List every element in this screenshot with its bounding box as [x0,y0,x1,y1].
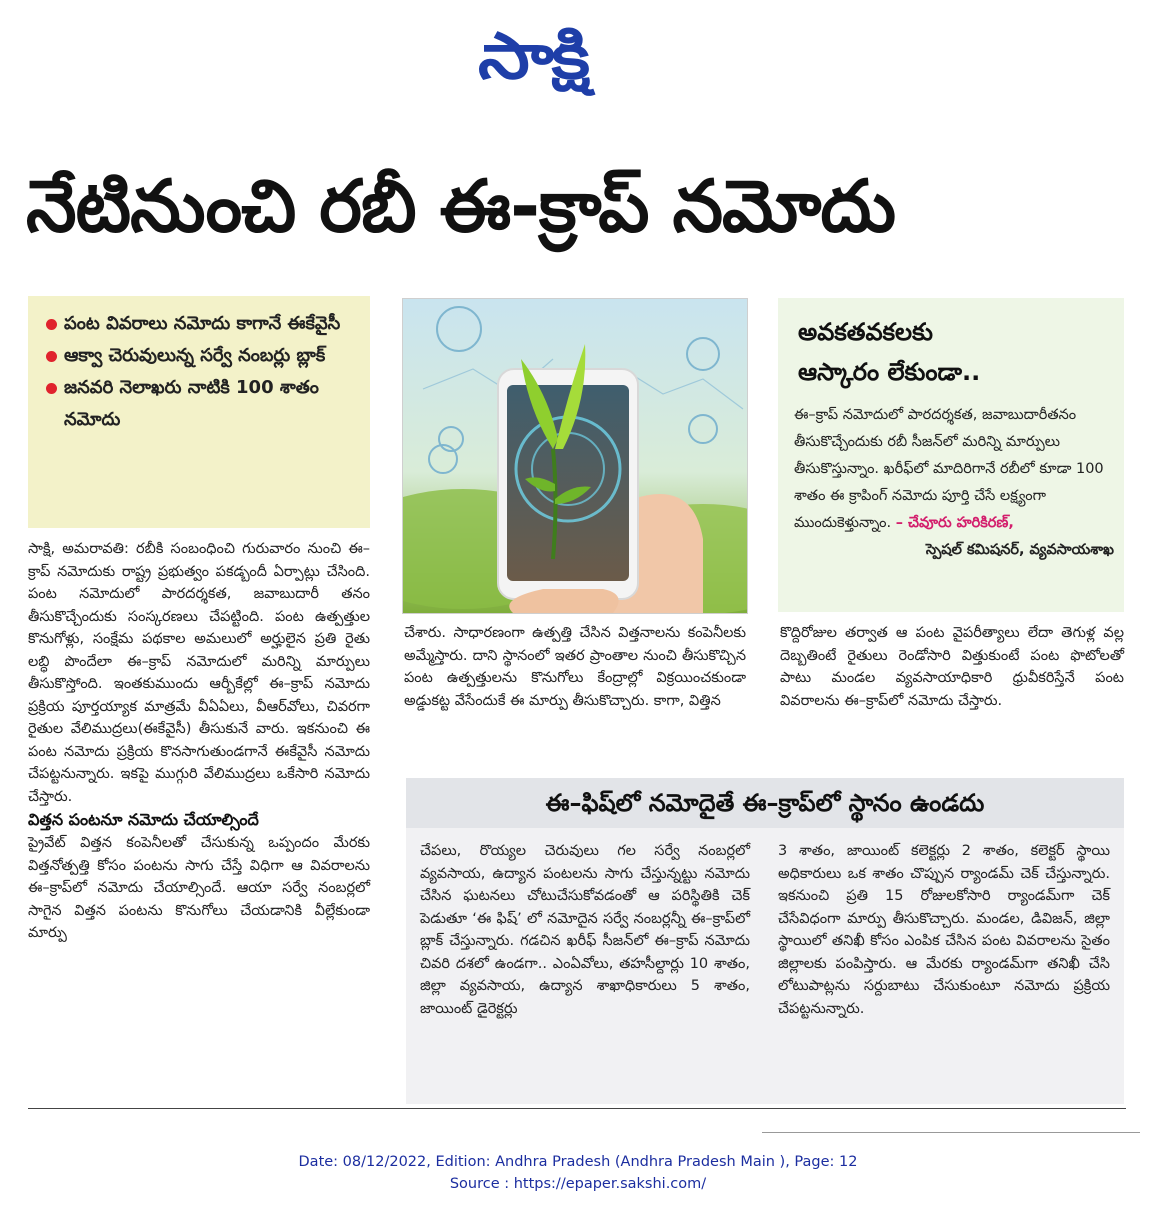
bullet-icon [46,319,57,330]
quote-body [794,402,1114,564]
highlight-item [44,308,360,340]
divider-rule [762,1132,1140,1133]
sub-story-column-2 [778,840,1110,1020]
article-photo [402,298,748,614]
footer-source-line: Source : https://epaper.sakshi.com/ [449,1176,707,1192]
article-paragraph: చేశారు. సాధారణంగా ఉత్పత్తి చేసిన విత్తనాలను కంపెనీలకు అమ్మేస్తారు. దాని స్థానంలో ఇతర ప్రాంతాల నుంచి తీసుకొచ్చిన పంట ఉత్పత్తులను కొనుగోలు కేంద్రాల్లో విక్రయించకుండా అడ్డుకట్ట వేసేందుకే ఈ మార్పు తీసుకొచ్చారు. కాగా, విత్తిన [404,625,746,709]
sakshi-logo: సాక్షి [478,20,588,94]
quote-title-line: ఆస్కారం లేకుండా.. [798,358,981,386]
headline: నేటినుంచి రబీ ఈ-క్రాప్‌ నమోదు [26,164,896,248]
article-paragraph: సాక్షి, అమరావతి: రబీకి సంబంధించి గురువారం నుంచి ఈ–క్రాప్‌ నమోదుకు రాష్ట్ర ప్రభుత్వం పకడ్బందీ ఏర్పాట్లు చేసింది. పంట నమోదులో పారదర్శకత, జవాబుదారీ తనం తీసుకొచ్చేందుకు సంస్కరణలు చేపట్టింది. పంట ఉత్పత్తుల కొనుగోళ్లు, సంక్షేమ పథకాల అమలులో అర్హులైన ప్రతి రైతు లబ్ధి పొందేలా ఈ–క్రాప్‌ నమోదులో మరిన్ని మార్పులు తీసుకొస్తోంది. ఇంతకుముందు ఆర్బీకేల్లో ఈ–క్రాప్‌ నమోదు ప్రక్రియ పూర్తయ్యాక మాత్రమే వీఏఏలు, వీఆర్‌వోలు, చివరగా రైతుల వేలిముద్రలు(ఈకేవైసీ) తీసుకునే వారు. ఇకనుంచి ఈ పంట నమోదు ప్రక్రియ కొనసాగుతుండగానే ఈకేవైసీ నమోదు చేపట్టనున్నారు. ఇకపై ముగ్గురి వేలిముద్రలు ఒకేసారి నమోదు చేస్తారు. [28,541,370,805]
highlights-list [28,296,370,436]
article-column-1 [28,538,370,945]
sub-story-paragraph: చేపలు, రొయ్యల చెరువులు గల సర్వే నంబర్లలో వ్యవసాయ, ఉద్యాన పంటలను సాగు చేస్తున్నట్టు నమోదు చేసిన ఘటనలు చోటుచేసుకోవడంతో ఆ పరిస్థితికి చెక్‌ పెడుతూ ‘ఈ ఫిష్‌’ లో నమోదైన సర్వే నంబర్లన్నీ ఈ–క్రాప్‌లో బ్లాక్‌ చేస్తున్నారు. గడచిన ఖరీఫ్‌ సీజన్‌లో ఈ–క్రాప్‌ నమోదు చివరి దశలో ఉండగా.. ఎంఏవోలు, తహసీల్దార్లు 10 శాతం, జిల్లా వ్యవసాయ, ఉద్యాన శాఖాధికారులు 5 శాతం, జాయింట్‌ డైరెక్టర్లు [420,843,750,1017]
highlights-box [28,296,370,528]
sub-story-header [406,778,1124,828]
sub-story-paragraph: 3 శాతం, జాయింట్‌ కలెక్టర్లు 2 శాతం, కలెక్టర్‌ స్థాయి అధికారులు ఒక శాతం చొప్పున ర్యాండమ్‌ చెక్‌ చేస్తున్నారు. ఇకనుంచి ప్రతి 15 రోజులకోసారి ర్యాండమ్‌గా చెక్‌ చేసేవిధంగా మార్పు తీసుకొచ్చారు. మండల, డివిజన్, జిల్లా స్థాయిలో తనిఖీ కోసం ఎంపిక చేసిన పంట వివరాలను సైతం జిల్లాలకు పంపిస్తారు. ఆ మేరకు ర్యాండమ్‌గా తనిఖీ చేసి లోటుపాట్లను సర్దుబాటు చేసుకుంటూ నమోదు ప్రక్రియ చేపట్టనున్నారు. [778,843,1110,1017]
sub-story-column-1 [420,840,750,1020]
article-paragraph: ప్రైవేట్‌ విత్తన కంపెనీలతో చేసుకున్న ఒప్పందం మేరకు విత్తనోత్పత్తి కోసం పంటను సాగు చేస్తే విధిగా ఆ వివరాలను ఈ–క్రాప్‌లో నమోదు చేయాల్సిందే. ఆయా సర్వే నంబర్లలో సాగైన విత్తన పంటను కొనుగోలు చేయడానికి వీల్లేకుండా మార్పు [28,835,370,941]
quote-author-name: – చేవూరు హరికిరణ్‌, [895,515,1014,531]
phone-plant-illustration [403,299,747,613]
article-column-2 [404,622,746,712]
highlight-text: జనవరి నెలాఖరు నాటికి 100 శాతం నమోదు [64,377,319,430]
bullet-icon [46,383,57,394]
quote-box [778,298,1124,612]
article-paragraph: కొద్దిరోజుల తర్వాత ఆ పంట వైపరీత్యాలు లేదా తెగుళ్ల వల్ల దెబ్బతింటే రైతులు రెండోసారి విత్తుకుంటే పంట ఫొటోలతో పాటు మండల వ్యవసాయాధికారి ధ్రువీకరిస్తేనే పంట వివరాలను ఈ–క్రాప్‌లో నమోదు చేస్తారు. [780,625,1124,709]
sub-story-title: ఈ–ఫిష్‌లో నమోదైతే ఈ–క్రాప్‌లో స్థానం ఉండదు [545,789,985,817]
article-subheading: విత్తన పంటనూ నమోదు చేయాల్సిందే [28,810,259,829]
highlight-item [44,340,360,372]
highlight-text: ఆక్వా చెరువులున్న సర్వే నంబర్లు బ్లాక్‌ [64,345,326,366]
footer-date-line: Date: 08/12/2022, Edition: Andhra Pradesh (Andhra Pradesh Main ), Page: 12 [298,1154,858,1170]
highlight-text: పంట వివరాలు నమోదు కాగానే ఈకేవైసీ [64,313,341,334]
quote-text: ఈ–క్రాప్‌ నమోదులో పారదర్శకత, జవాబుదారీతనం తీసుకొచ్చేందుకు రబీ సీజన్‌లో మరిన్ని మార్పులు తీసుకొస్తున్నాం. ఖరీఫ్‌లో మాదిరిగానే రబీలో కూడా 100 శాతం ఈ క్రాపింగ్‌ నమోదు పూర్తి చేసే లక్ష్యంగా ముందుకెళ్తున్నాం. [794,407,1104,531]
quote-author-role: స్పెషల్‌ కమిషనర్, వ్యవసాయశాఖ [925,542,1114,558]
bullet-icon [46,351,57,362]
article-column-3 [780,622,1124,712]
highlight-item [44,372,360,436]
quote-title-line: అవకతవకలకు [798,318,933,346]
divider-rule [28,1108,1126,1109]
quote-title [798,312,980,392]
